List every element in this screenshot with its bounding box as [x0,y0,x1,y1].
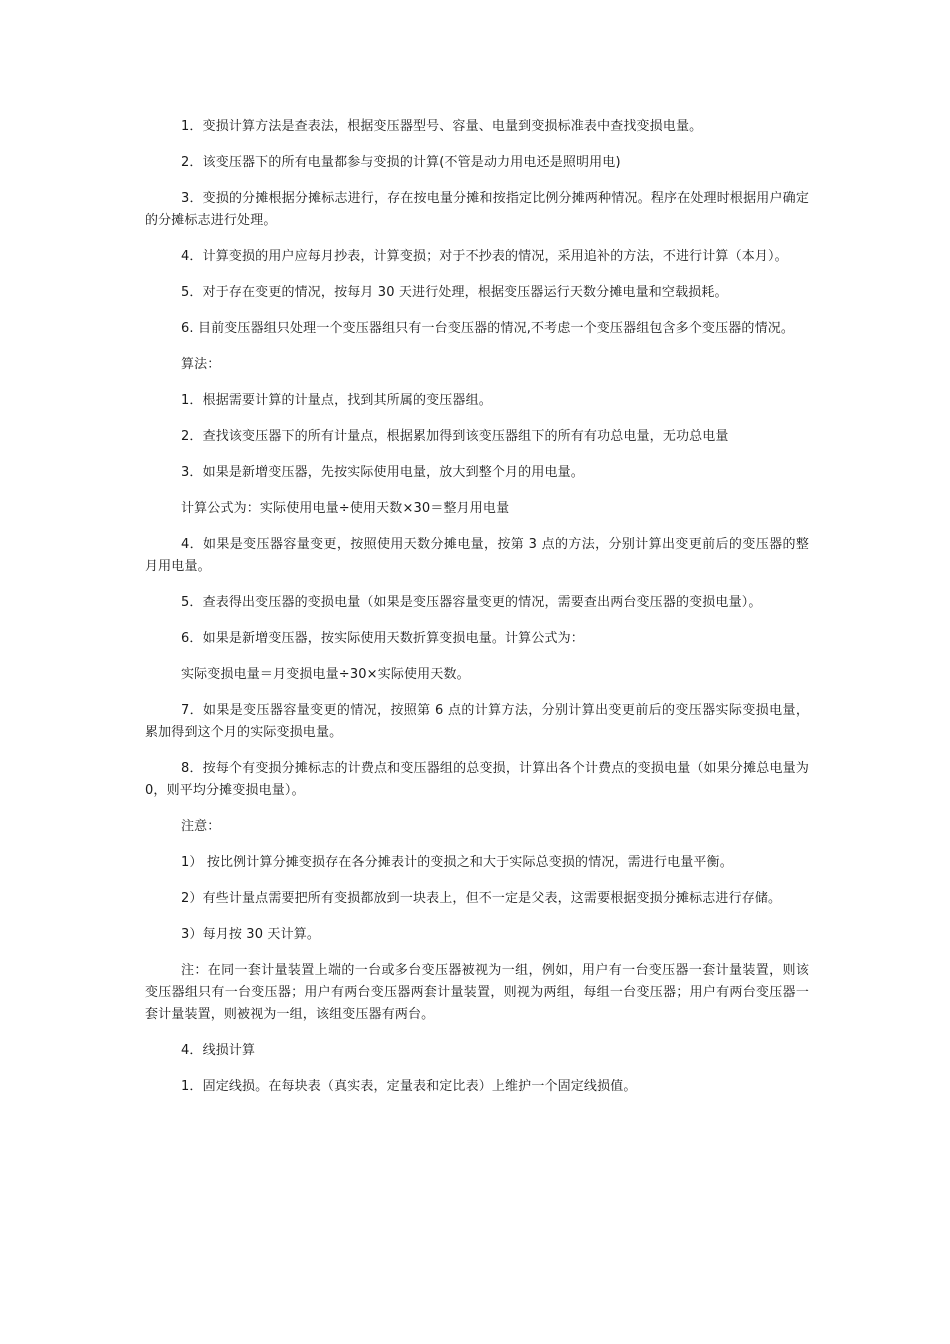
heading-notes: 注意： [181,819,221,834]
note-2: 2）有些计量点需要把所有变损都放到一块表上，但不一定是父表，这需要根据变损分摊标志进行存储。 [181,891,782,906]
algorithm-step-7: 7．如果是变压器容量变更的情况，按照第 6 点的计算方法，分别计算出变更前后的变压器实际变损电量，累加得到这个月的实际变损电量。 [145,703,809,740]
paragraph-change-handling: 5．对于存在变更的情况，按每月 30 天进行处理，根据变压器运行天数分摊电量和空载损耗。 [181,285,728,300]
algorithm-step-1: 1．根据需要计算的计量点，找到其所属的变压器组。 [181,393,492,408]
algorithm-step-6: 6．如果是新增变压器，按实际使用天数折算变损电量。计算公式为： [181,631,584,646]
note-1: 1） 按比例计算分摊变损存在各分摊表计的变损之和大于实际总变损的情况，需进行电量平衡。 [181,855,733,870]
paragraph-method: 1．变损计算方法是查表法，根据变压器型号、容量、电量到变损标准表中查找变损电量。 [181,119,703,134]
algorithm-step-3: 3．如果是新增变压器，先按实际使用电量，放大到整个月的用电量。 [181,465,584,480]
document-body [145,116,809,1112]
algorithm-step-8: 8．按每个有变损分摊标志的计费点和变压器组的总变损，计算出各个计费点的变损电量（如果分摊总电量为 0，则平均分摊变损电量）。 [145,761,809,798]
formula-actual-loss: 实际变损电量＝月变损电量÷30×实际使用天数。 [181,667,470,682]
paragraph-monthly-reading: 4．计算变损的用户应每月抄表，计算变损；对于不抄表的情况，采用追补的方法，不进行计算（本月）。 [181,249,788,264]
paragraph-allocation: 3．变损的分摊根据分摊标志进行，存在按电量分摊和按指定比例分摊两种情况。程序在处理时根据用户确定的分摊标志进行处理。 [145,191,809,228]
paragraph-transformer-group: 6. 目前变压器组只处理一个变压器组只有一台变压器的情况,不考虑一个变压器组包含多个变压器的情况。 [181,321,795,336]
note-3: 3）每月按 30 天计算。 [181,927,321,942]
heading-line-loss: 4．线损计算 [181,1043,256,1058]
formula-monthly-energy: 计算公式为：实际使用电量÷使用天数×30＝整月用电量 [181,501,510,516]
algorithm-step-5: 5．查表得出变压器的变损电量（如果是变压器容量变更的情况，需要查出两台变压器的变损电量）。 [181,595,762,610]
note-transformer-grouping: 注：在同一套计量装置上端的一台或多台变压器被视为一组，例如，用户有一台变压器一套计量装置，则该变压器组只有一台变压器；用户有两台变压器两套计量装置，则视为两组，每组一台变压器；用户有两台变压器一套计量装置，则被视为一组，该组变压器有两台。 [145,963,809,1022]
line-loss-fixed: 1．固定线损。在每块表（真实表，定量表和定比表）上维护一个固定线损值。 [181,1079,637,1094]
algorithm-step-2: 2．查找该变压器下的所有计量点，根据累加得到该变压器组下的所有有功总电量，无功总电量 [181,429,729,444]
paragraph-all-energy: 2．该变压器下的所有电量都参与变损的计算(不管是动力用电还是照明用电) [181,155,621,170]
heading-algorithm: 算法： [181,357,221,372]
algorithm-step-4: 4．如果是变压器容量变更，按照使用天数分摊电量，按第 3 点的方法，分别计算出变更前后的变压器的整月用电量。 [145,537,809,574]
